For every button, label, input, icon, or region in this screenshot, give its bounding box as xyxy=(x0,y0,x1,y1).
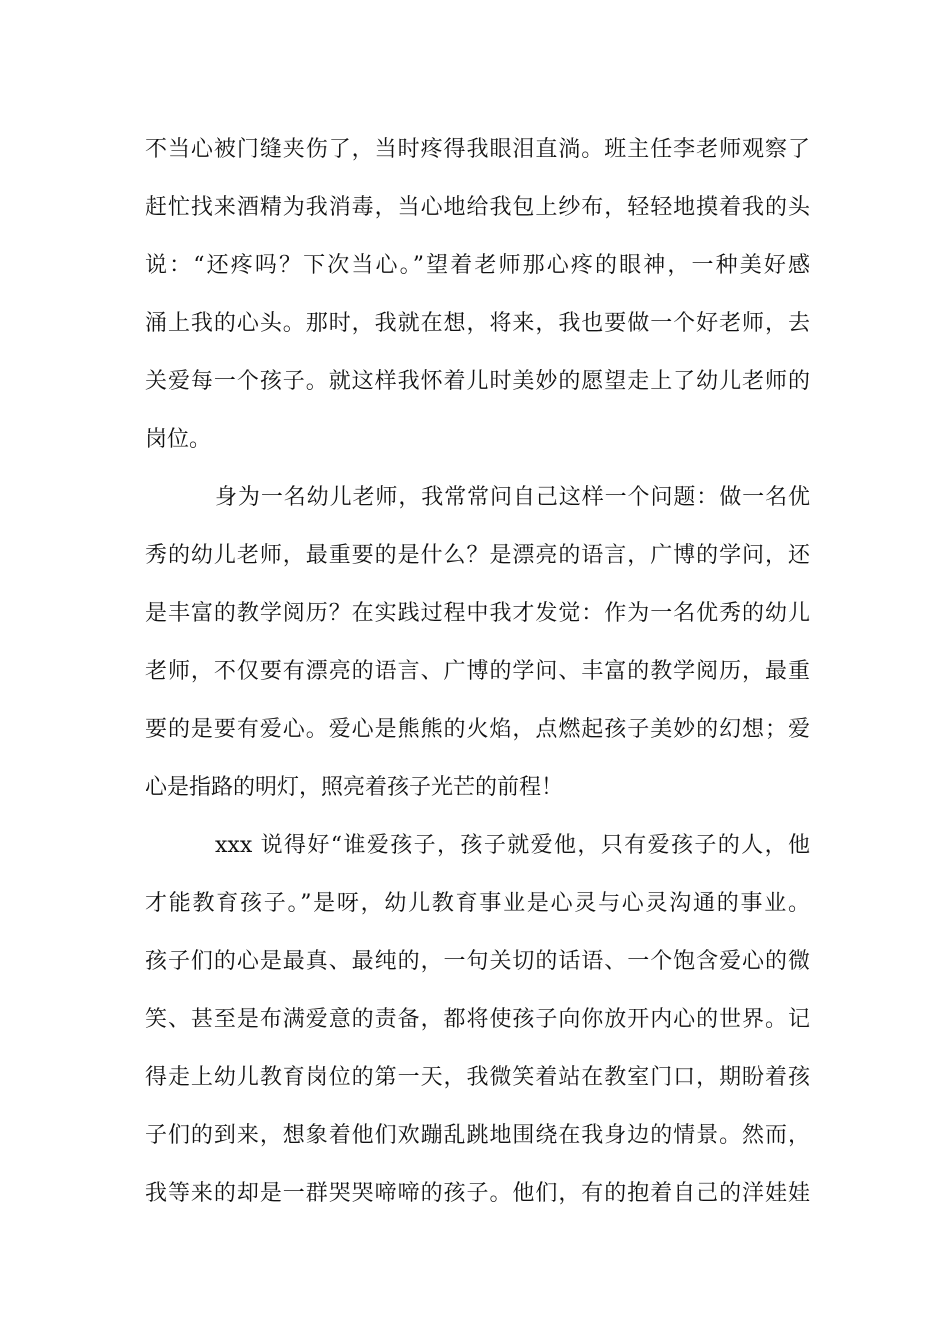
paragraph-line: 关爱每一个孩子。就这样我怀着儿时美妙的愿望走上了幼儿老师的 xyxy=(145,369,810,394)
paragraph-line: 得走上幼儿教育岗位的第一天，我微笑着站在教室门口，期盼着孩 xyxy=(145,1065,810,1090)
paragraph-line: 我等来的却是一群哭哭啼啼的孩子。他们，有的抱着自己的洋娃娃 xyxy=(145,1181,810,1206)
paragraph-line: 不当心被门缝夹伤了，当时疼得我眼泪直淌。班主任李老师观察了 xyxy=(145,137,810,162)
paragraph-line: 要的是要有爱心。爱心是熊熊的火焰，点燃起孩子美妙的幻想；爱 xyxy=(145,717,810,742)
paragraph-line: 才能教育孩子。”是呀，幼儿教育事业是心灵与心灵沟通的事业。 xyxy=(145,891,810,916)
paragraph-line: 老师，不仅要有漂亮的语言、广博的学问、丰富的教学阅历，最重 xyxy=(145,659,810,684)
paragraph-line: 心是指路的明灯，照亮着孩子光芒的前程！ xyxy=(145,775,564,800)
paragraph-line: xxx 说得好“谁爱孩子，孩子就爱他，只有爱孩子的人，他 xyxy=(215,833,810,858)
paragraph-line: 说：“还疼吗？下次当心。”望着老师那心疼的眼神，一种美好感 xyxy=(145,253,810,278)
paragraph-line: 笑、甚至是布满爱意的责备，都将使孩子向你放开内心的世界。记 xyxy=(145,1007,810,1032)
paragraph-line: 秀的幼儿老师，最重要的是什么？是漂亮的语言，广博的学问，还 xyxy=(145,543,810,568)
paragraph-line: 子们的到来，想象着他们欢蹦乱跳地围绕在我身边的情景。然而， xyxy=(145,1123,810,1148)
paragraph-line: 孩子们的心是最真、最纯的，一句关切的话语、一个饱含爱心的微 xyxy=(145,949,810,974)
paragraph-line: 岗位。 xyxy=(145,427,212,452)
paragraph-line: 身为一名幼儿老师，我常常问自己这样一个问题：做一名优 xyxy=(215,485,810,510)
paragraph-line: 是丰富的教学阅历？在实践过程中我才发觉：作为一名优秀的幼儿 xyxy=(145,601,810,626)
paragraph-line: 赶忙找来酒精为我消毒，当心地给我包上纱布，轻轻地摸着我的头 xyxy=(145,195,810,220)
paragraph-line: 涌上我的心头。那时，我就在想，将来，我也要做一个好老师，去 xyxy=(145,311,810,336)
